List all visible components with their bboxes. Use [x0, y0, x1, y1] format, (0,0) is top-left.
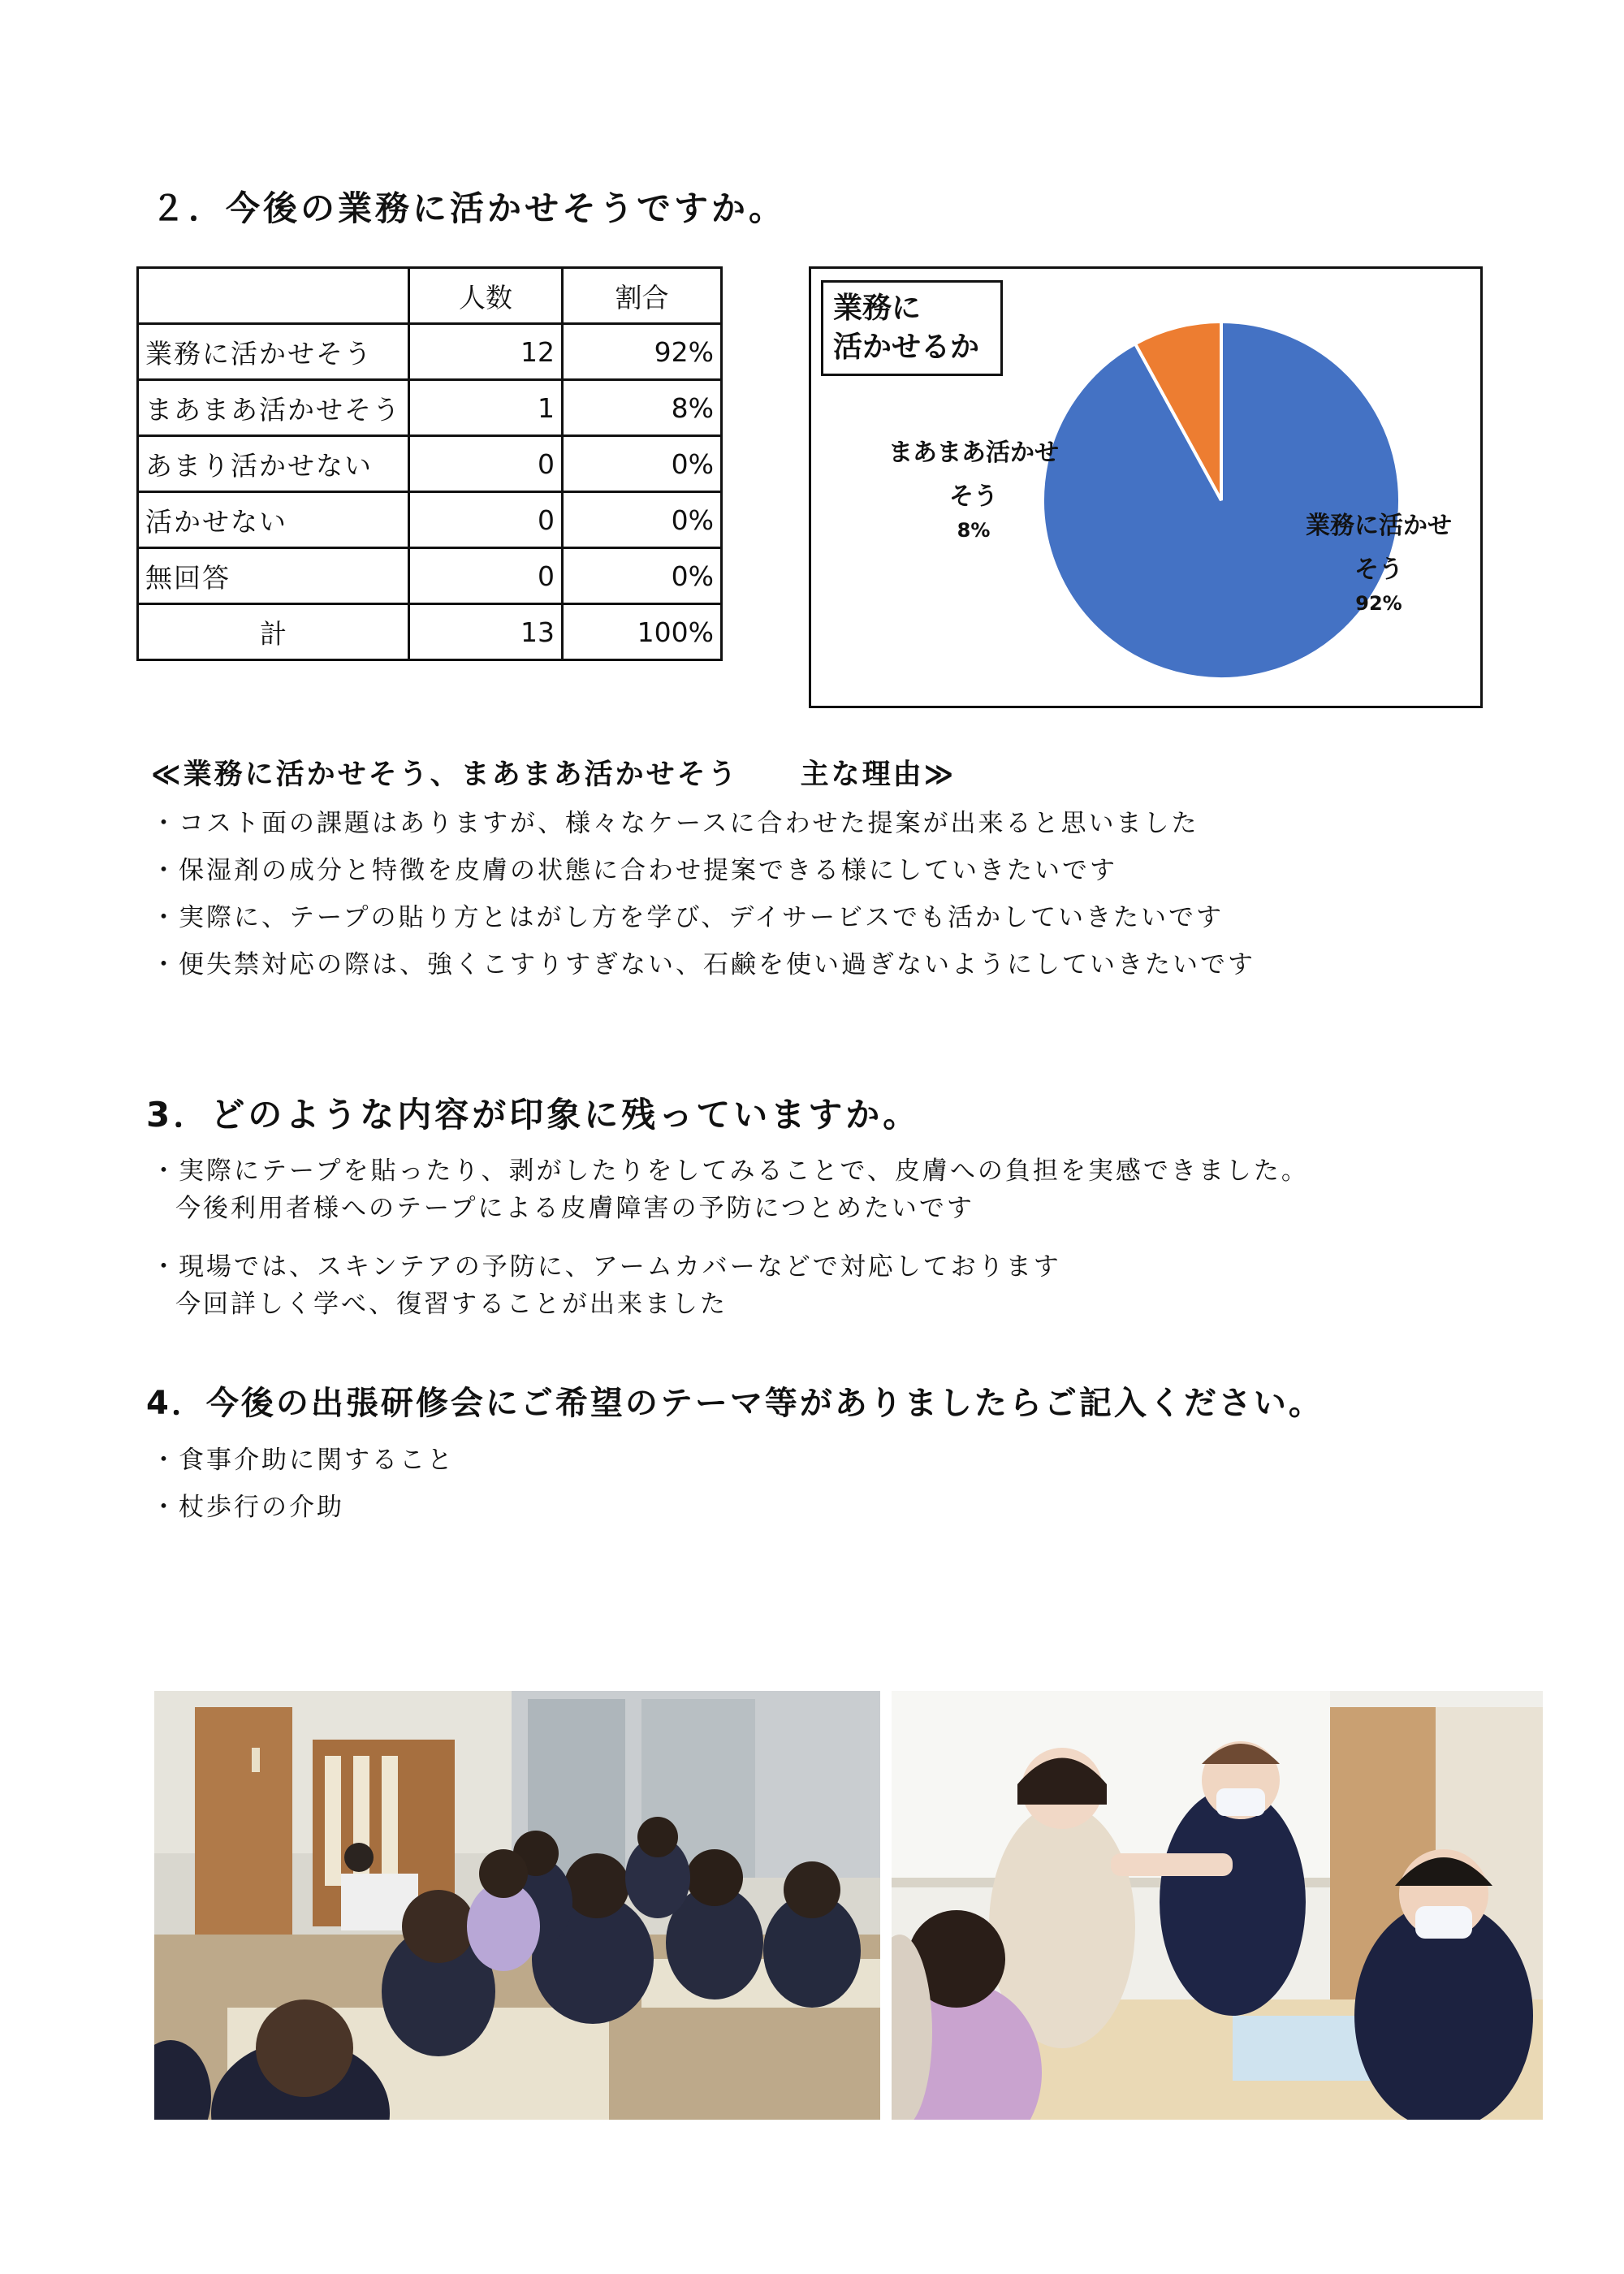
row-count: 0 — [409, 548, 563, 604]
row-label: 業務に活かせそう — [138, 324, 409, 380]
q4-item: ・杖歩行の介助 — [151, 1493, 344, 1522]
slice-pct-minor: 8% — [957, 519, 991, 542]
slice-label-major-line1: 業務に活かせ — [1306, 512, 1452, 540]
reason-item: ・コスト面の課題はありますが、様々なケースに合わせた提案が出来ると思いました — [151, 809, 1199, 838]
survey-table — [136, 266, 723, 661]
row-label: 無回答 — [138, 548, 409, 604]
slice-pct-major: 92% — [1355, 592, 1402, 615]
seminar-room-illustration — [154, 1691, 880, 2120]
q4-item: ・食事介助に関すること — [151, 1446, 455, 1475]
table-header-count: 人数 — [409, 268, 563, 324]
q3-item1-line1: ・実際にテープを貼ったり、剥がしたりをしてみることで、皮膚への負担を実感できました。 — [151, 1156, 1309, 1186]
row-count: 0 — [409, 492, 563, 548]
seminar-room-photo — [154, 1691, 880, 2120]
table-header-empty — [138, 268, 409, 324]
q4-title: 4．今後の出張研修会にご希望のテーマ等がありましたらご記入ください。 — [146, 1385, 1324, 1422]
reason-item: ・保湿剤の成分と特徴を皮膚の状態に合わせ提案できる様にしていきたいです — [151, 856, 1117, 885]
row-label: 活かせない — [138, 492, 409, 548]
slice-label-minor-line2: そう — [949, 482, 998, 511]
row-pct: 92% — [563, 324, 722, 380]
table-total-row — [138, 604, 722, 660]
row-label: まあまあ活かせそう — [138, 380, 409, 436]
row-pct: 0% — [563, 436, 722, 492]
table-row — [138, 548, 722, 604]
row-pct: 0% — [563, 492, 722, 548]
pie-chart-box — [809, 266, 1483, 708]
q2-title: ２．今後の業務に活かせそうですか。 — [151, 188, 787, 228]
q3-item2-line1: ・現場では、スキンテアの予防に、アームカバーなどで対応しております — [151, 1252, 1061, 1282]
slice-label-major-line2: そう — [1354, 556, 1403, 584]
row-count: 1 — [409, 380, 563, 436]
row-count: 12 — [409, 324, 563, 380]
table-row — [138, 380, 722, 436]
chart-title-line1: 業務に — [833, 292, 922, 325]
table-header-row — [138, 268, 722, 324]
table-row — [138, 436, 722, 492]
q3-item2-line2: 今回詳しく学べ、復習することが出来ました — [175, 1290, 728, 1319]
practice-photo — [892, 1691, 1543, 2120]
total-label: 計 — [138, 604, 409, 660]
practice-illustration — [892, 1691, 1543, 2120]
table-header-pct: 割合 — [563, 268, 722, 324]
row-pct: 0% — [563, 548, 722, 604]
row-label: あまり活かせない — [138, 436, 409, 492]
row-count: 0 — [409, 436, 563, 492]
chart-title-line2: 活かせるか — [833, 331, 980, 364]
reasons-heading: ≪業務に活かせそう、まあまあ活かせそう 主な理由≫ — [151, 759, 957, 791]
table-row — [138, 492, 722, 548]
slice-label-major — [1277, 504, 1480, 615]
table-row — [138, 324, 722, 380]
slice-label-minor — [860, 431, 1087, 542]
total-pct: 100% — [563, 604, 722, 660]
q3-title: 3．どのような内容が印象に残っていますか。 — [146, 1095, 921, 1135]
total-count: 13 — [409, 604, 563, 660]
row-pct: 8% — [563, 380, 722, 436]
q3-item1-line2: 今後利用者様へのテープによる皮膚障害の予防につとめたいです — [175, 1194, 974, 1223]
slice-label-minor-line1: まあまあ活かせ — [888, 439, 1059, 467]
reason-item: ・実際に、テープの貼り方とはがし方を学び、デイサービスでも活かしていきたいです — [151, 903, 1224, 932]
reason-item: ・便失禁対応の際は、強くこすりすぎない、石鹸を使い過ぎないようにしていきたいです — [151, 950, 1255, 979]
